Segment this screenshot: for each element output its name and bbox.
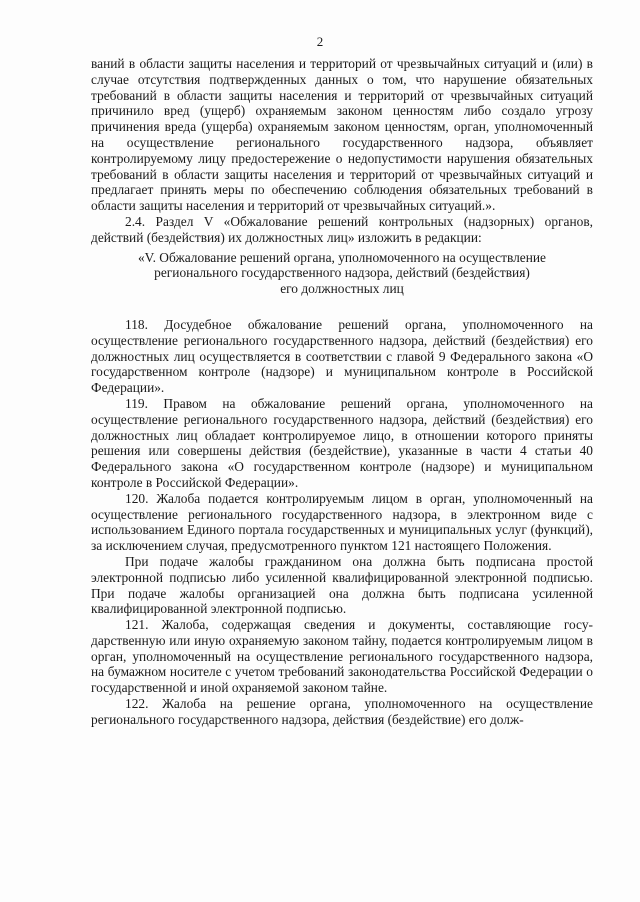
section-title-line-1: «V. Обжалование решений органа, уполномоченного на осуществление (137, 249, 547, 265)
paragraph-120-signature: При подаче жалобы гражданином она должна быть подписана простой электронной подписью либо усиленной квалифицированной электронной подписью. При подаче жалобы организацией она должна быть подписана усиленной квалифицированной электронной подписью. (91, 553, 593, 617)
section-title-line-3: его должностных лиц (280, 281, 404, 297)
page-number: 2 (316, 34, 324, 49)
paragraph-intro: ваний в области защиты населения и территорий от чрезвычайных ситуаций и (или) в случае отсутствия подтвержденных данных о том, что нарушение обязательных требований в области защиты населения и территорий от чрезвычайных ситуаций причинило вред (ущерб) охраняемым законом ценностям либо создало угрозу причинения вреда (ущерба) охраняемым законом ценностям, орган, уполномоченный на осуществление регионального государственного надзора, объявляет контролируемому лицу предостережение о недопустимости нарушения обязательных требований в области защиты населения и территорий от чрезвычайных ситуаций и предлагает принять меры по обеспечению соблюдения обязательных требований в области защиты населения и территорий от чрезвычайных ситуаций.». (91, 56, 593, 214)
paragraph-122: 122. Жалоба на решение органа, уполномоченного на осуществление регионального государственного надзора, действия (бездействие) его долж- (91, 696, 593, 727)
document-body (91, 56, 593, 728)
section-title-line-2: регионального государственного надзора, действий (бездействия) (154, 265, 530, 281)
paragraph-121: 121. Жалоба, содержащая сведения и документы, составляющие государственную или иную охраняемую законом тайну, подается контролируемым лицом в орган, уполномоченный на осуществление регионального государственного надзора, на бумажном носителе с учетом требований законодательства Российской Федерации о государственной и иной охраняемой законом тайне. (91, 617, 593, 696)
section-title (91, 250, 593, 297)
paragraph-120: 120. Жалоба подается контролируемым лицом в орган, уполномоченный на осуществление регионального государственного надзора, в электронном виде с использованием Единого портала государственных и муниципальных услуг (функций), за исключением случая, предусмотренного пунктом 121 настоящего Положения. (91, 490, 593, 554)
paragraph-119: 119. Правом на обжалование решений органа, уполномоченного на осуществление регионального государственного надзора, действий (бездействия) его должностных лиц обладает контролируемое лицо, в отношении которого приняты решения или совершены действия (бездействие), указанные в части 4 статьи 40 Федерального закона «О государственном контроле (надзоре) и муниципальном контроле в Российской Федерации». (91, 395, 593, 490)
paragraph-item-2-4: 2.4. Раздел V «Обжалование решений контрольных (надзорных) органов, действий (бездействия) их должностных лиц» изложить в редакции: (91, 213, 593, 245)
paragraph-118: 118. Досудебное обжалование решений органа, уполномоченного на осуществление регионального государственного надзора, действий (бездействия) его должностных лиц осуществляется в соответствии с главой 9 Федерального закона «О государственном контроле (надзоре) и муниципальном контроле в Российской Федерации». (91, 316, 593, 396)
